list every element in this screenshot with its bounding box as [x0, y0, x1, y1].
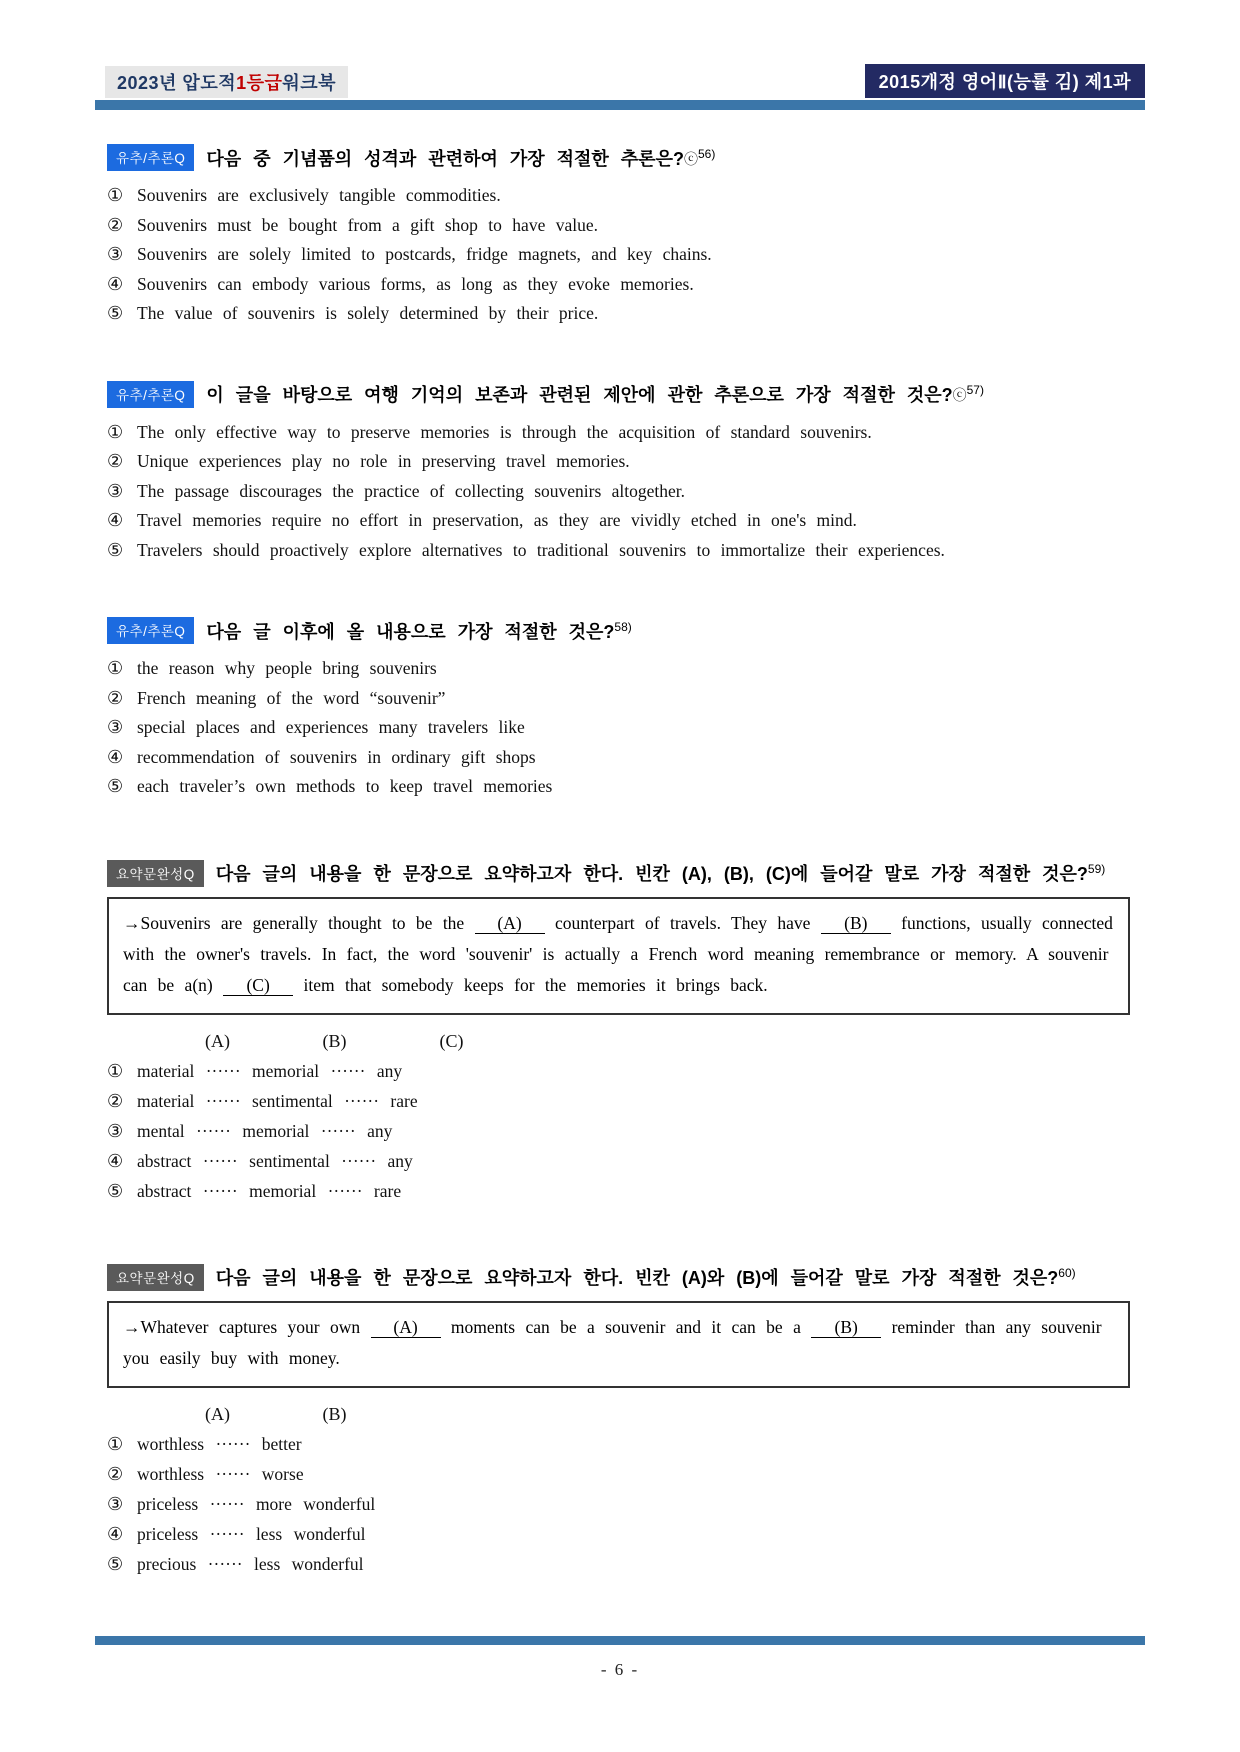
- option-number: ①: [107, 1433, 124, 1454]
- option-number: ③: [107, 717, 124, 737]
- question-57: [107, 381, 1142, 566]
- option-number: ②: [107, 214, 124, 235]
- question-type-badge: 유추/추론Q: [107, 381, 194, 408]
- option-row: [107, 418, 1142, 448]
- option-row: [107, 1116, 1142, 1146]
- summary-box: →Whatever captures your own (A) moments can be a souvenir and it can be a (B) reminder than any souvenir you easily buy with money.: [107, 1301, 1130, 1388]
- summary-blank-A: (A): [371, 1317, 441, 1338]
- option-row: [107, 240, 1142, 270]
- option-text: Travelers should proactively explore alternatives to traditional souvenirs to immortalize their experiences.: [137, 539, 945, 560]
- option-number: ④: [107, 273, 124, 294]
- option-number: ③: [107, 1120, 124, 1141]
- question-type-badge: 요약문완성Q: [107, 860, 204, 887]
- option-text: Souvenirs can embody various forms, as long as they evoke memories.: [137, 273, 694, 294]
- option-number: ①: [107, 1060, 124, 1081]
- option-number: ⑤: [107, 539, 124, 560]
- question-prompt: 다음 글 이후에 올 내용으로 가장 적절한 것은?$^{58)}$: [206, 619, 632, 642]
- footer-page-number: - 6 -: [600, 1660, 640, 1679]
- option-text: Travel memories require no effort in preservation, as they are vividly etched in one's mind.: [137, 510, 857, 530]
- option-row: [107, 1176, 1142, 1206]
- question-area: [107, 126, 1142, 1579]
- option-number: ①: [107, 185, 124, 205]
- option-row: [107, 477, 1142, 507]
- option-row: [107, 1429, 1142, 1459]
- option-number: ③: [107, 480, 124, 501]
- option-number: ②: [107, 451, 124, 471]
- question-type-badge: 유추/추론Q: [107, 144, 194, 171]
- question-type-badge: 요약문완성Q: [107, 1264, 204, 1291]
- option-row: [107, 447, 1142, 477]
- summary-box: →Souvenirs are generally thought to be the (A) counterpart of travels. They have (B) functions, usually connected with the owner's travels. In fact, the word 'souvenir' is actually a French word meaning remembrance or memory. A souvenir can be a(n) (C) item that somebody keeps for the memories it brings back.: [107, 897, 1130, 1015]
- option-number: ⑤: [107, 776, 124, 796]
- answer-mark: ⓒ: [683, 150, 698, 167]
- question-58-header: [107, 617, 1142, 644]
- summary-blank-A: (A): [475, 913, 545, 934]
- option-row: [107, 1489, 1142, 1519]
- question-number: 58): [614, 619, 632, 634]
- option-row: [107, 1146, 1142, 1176]
- question-number: 56): [697, 146, 716, 161]
- option-text: special places and experiences many travelers like: [137, 717, 525, 737]
- top-rule: [95, 100, 1145, 110]
- question-57-header: [107, 381, 1142, 408]
- option-number: ⑤: [107, 1180, 124, 1201]
- option-row: [107, 1519, 1142, 1549]
- option-row: [107, 299, 1142, 329]
- option-row: [107, 1086, 1142, 1116]
- option-row: [107, 270, 1142, 300]
- option-number: ⑤: [107, 303, 124, 323]
- option-row: [107, 181, 1142, 211]
- option-text: abstract ······ sentimental ······ any: [137, 1150, 413, 1171]
- option-text: abstract ······ memorial ······ rare: [137, 1180, 402, 1201]
- option-number: ④: [107, 1150, 124, 1171]
- option-number: ②: [107, 687, 124, 708]
- option-text: worthless ······ worse: [137, 1463, 304, 1484]
- option-text: Souvenirs are exclusively tangible commodities.: [137, 185, 501, 205]
- option-text: The value of souvenirs is solely determined by their price.: [137, 303, 599, 323]
- option-number: ④: [107, 746, 124, 767]
- option-number: ⑤: [107, 1553, 124, 1574]
- option-text: priceless ······ more wonderful: [137, 1493, 376, 1514]
- summary-blank-B: (B): [811, 1317, 881, 1338]
- question-number: 60): [1058, 1266, 1076, 1280]
- question-59-header: [107, 860, 1142, 887]
- question-60: [107, 1264, 1142, 1579]
- question-prompt: 다음 중 기념품의 성격과 관련하여 가장 적절한 추론은?ⓒ$^{56)}$: [206, 146, 716, 169]
- option-row: [107, 1459, 1142, 1489]
- column-headers: (A) (B): [205, 1403, 347, 1424]
- option-text: The only effective way to preserve memories is through the acquisition of standard souvenirs.: [137, 421, 872, 442]
- option-row: [107, 713, 1142, 743]
- question-prompt: 다음 글의 내용을 한 문장으로 요약하고자 한다. 빈칸 (A), (B), (C)에 들어갈 말로 가장 적절한 것은?$^{59)}$: [215, 862, 1106, 884]
- option-text: the reason why people bring souvenirs: [137, 658, 437, 678]
- option-number: ③: [107, 244, 124, 264]
- question-56: [107, 144, 1142, 329]
- option-number: ④: [107, 1523, 124, 1544]
- option-text: Unique experiences play no role in preserving travel memories.: [137, 451, 630, 471]
- summary-blank-C: (C): [223, 975, 293, 996]
- option-number: ③: [107, 1493, 124, 1514]
- option-number: ①: [107, 658, 124, 678]
- option-text: material ······ memorial ······ any: [137, 1060, 403, 1081]
- question-number: 59): [1087, 862, 1106, 876]
- option-row: [107, 743, 1142, 773]
- option-text: French meaning of the word “souvenir”: [137, 687, 446, 708]
- edition-title: 2015개정 영어Ⅱ(능률 김) 제1과: [865, 64, 1145, 98]
- bottom-rule: [95, 1636, 1145, 1645]
- option-row: [107, 536, 1142, 566]
- option-number: ②: [107, 1090, 124, 1111]
- question-prompt: 다음 글의 내용을 한 문장으로 요약하고자 한다. 빈칸 (A)와 (B)에 들어갈 말로 가장 적절한 것은?$^{60)}$: [215, 1266, 1076, 1288]
- answer-mark: ⓒ: [952, 387, 967, 403]
- workbook-title-highlight: 1등급: [236, 73, 283, 93]
- option-text: worthless ······ better: [137, 1433, 302, 1454]
- option-row: [107, 506, 1142, 536]
- question-56-header: [107, 144, 1142, 171]
- question-59: [107, 860, 1142, 1206]
- option-text: each traveler’s own methods to keep travel memories: [137, 776, 553, 796]
- workbook-title-prefix: 2023년 압도적: [117, 73, 237, 93]
- option-text: mental ······ memorial ······ any: [137, 1120, 393, 1141]
- option-text: Souvenirs must be bought from a gift shop to have value.: [137, 214, 598, 235]
- option-row: [107, 772, 1142, 802]
- question-number: 57): [966, 383, 984, 397]
- option-text: recommendation of souvenirs in ordinary gift shops: [137, 746, 536, 767]
- workbook-title-suffix: 워크북: [282, 73, 337, 93]
- option-number: ④: [107, 510, 124, 530]
- option-row: [107, 211, 1142, 241]
- summary-blank-B: (B): [821, 913, 891, 934]
- option-text: Souvenirs are solely limited to postcards, fridge magnets, and key chains.: [137, 244, 712, 264]
- option-text: material ······ sentimental ······ rare: [137, 1090, 418, 1111]
- column-headers: (A) (B) (C): [205, 1030, 464, 1051]
- option-row: [107, 1056, 1142, 1086]
- option-number: ②: [107, 1463, 124, 1484]
- option-row: [107, 654, 1142, 684]
- option-number: ①: [107, 421, 124, 442]
- question-prompt: 이 글을 바탕으로 여행 기억의 보존과 관련된 제안에 관한 추론으로 가장 적절한 것은?ⓒ$^{57)}$: [206, 383, 984, 405]
- option-row: [107, 684, 1142, 714]
- workbook-title: [105, 66, 348, 98]
- question-60-header: [107, 1264, 1142, 1291]
- option-row: [107, 1549, 1142, 1579]
- option-text: priceless ······ less wonderful: [137, 1523, 366, 1544]
- question-58: [107, 617, 1142, 802]
- question-type-badge: 유추/추론Q: [107, 617, 194, 644]
- option-text: precious ······ less wonderful: [137, 1553, 364, 1574]
- option-text: The passage discourages the practice of collecting souvenirs altogether.: [137, 480, 686, 501]
